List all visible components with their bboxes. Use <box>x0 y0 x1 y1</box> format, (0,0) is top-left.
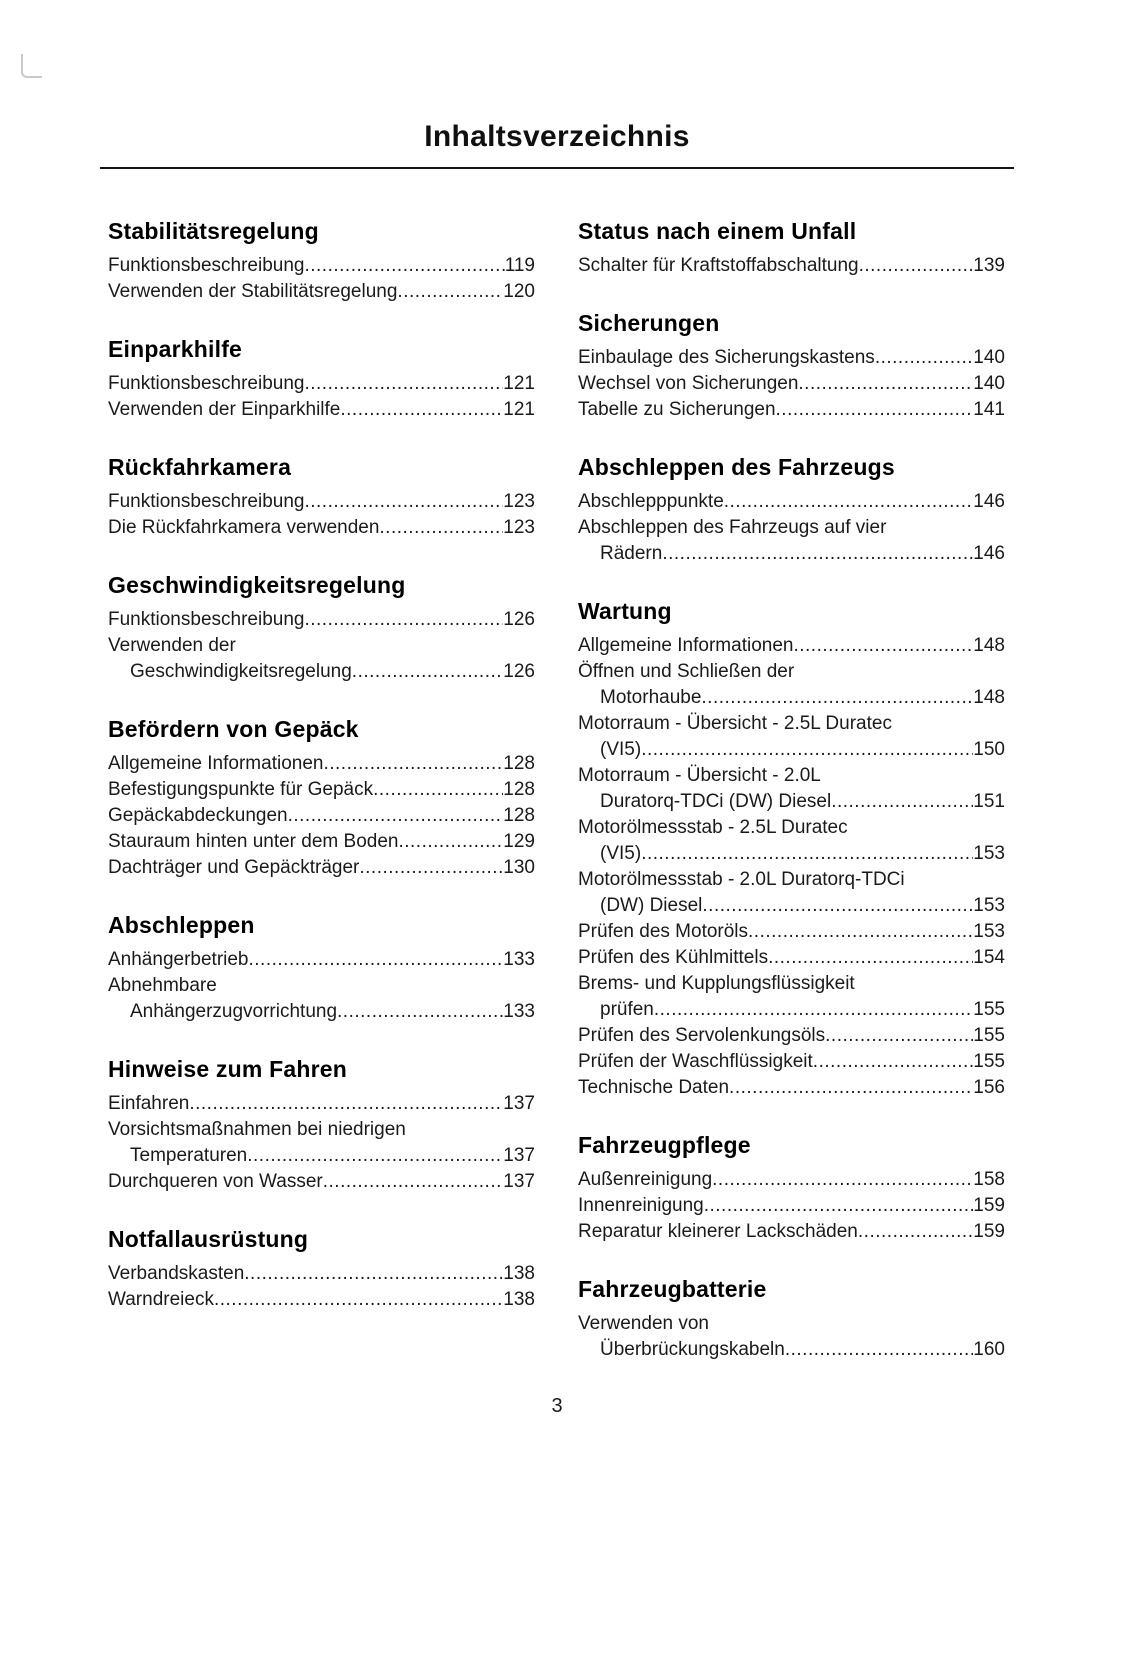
entry-page-number: 140 <box>973 347 1005 368</box>
dot-leader <box>373 777 503 803</box>
dot-leader <box>398 829 503 855</box>
entry-line <box>578 1049 1005 1075</box>
entry-label: Verwenden der Einparkhilfe <box>108 399 341 420</box>
entry-page-number: 153 <box>973 921 1005 942</box>
dot-leader <box>859 253 974 279</box>
entry-line <box>108 1169 535 1195</box>
section-heading: Stabilitätsregelung <box>108 218 319 244</box>
entry-page-number: 155 <box>973 1025 1005 1046</box>
toc-entry <box>578 1049 1005 1075</box>
entry-line <box>108 777 535 803</box>
dot-leader <box>858 1219 973 1245</box>
entry-label: Duratorq-TDCi (DW) Diesel <box>600 791 832 812</box>
toc-section <box>108 714 535 881</box>
dot-leader <box>214 1287 503 1313</box>
toc-entry <box>578 919 1005 945</box>
dot-leader <box>798 371 973 397</box>
dot-leader <box>704 1193 974 1219</box>
entry-line <box>108 855 535 881</box>
entry-text-line: Verwenden von <box>578 1313 709 1334</box>
entry-line <box>108 947 535 973</box>
entry-label: Dachträger und Gepäckträger <box>108 857 360 878</box>
toc-entry <box>578 867 1005 919</box>
dot-leader <box>352 659 504 685</box>
dot-leader <box>748 919 973 945</box>
section-heading: Status nach einem Unfall <box>578 218 857 244</box>
dot-leader <box>785 1337 973 1363</box>
entry-label: Reparatur kleinerer Lackschäden <box>578 1221 858 1242</box>
entry-line <box>108 607 535 633</box>
dot-leader <box>662 541 973 567</box>
section-heading: Abschleppen <box>108 912 255 938</box>
entry-page-number: 119 <box>504 255 535 276</box>
dot-leader <box>304 489 503 515</box>
toc-entry <box>578 763 1005 815</box>
toc-entry <box>578 711 1005 763</box>
toc-entry <box>108 803 535 829</box>
toc-entry <box>578 1193 1005 1219</box>
entry-text-line: Verwenden der <box>108 635 236 656</box>
toc-entry <box>578 253 1005 279</box>
toc-entry <box>108 633 535 685</box>
entry-page-number: 146 <box>973 543 1005 564</box>
entry-page-number: 133 <box>503 1001 535 1022</box>
entry-label: Prüfen des Kühlmittels <box>578 947 769 968</box>
toc-section <box>578 308 1005 423</box>
entry-page-number: 159 <box>973 1221 1005 1242</box>
dot-leader <box>244 1261 503 1287</box>
dot-leader <box>641 737 973 763</box>
entry-page-number: 155 <box>973 999 1005 1020</box>
toc-entry <box>578 397 1005 423</box>
entry-line <box>578 1167 1005 1193</box>
dot-leader <box>641 841 973 867</box>
entry-line <box>578 1337 1005 1363</box>
section-heading: Fahrzeugpflege <box>578 1132 751 1158</box>
entry-page-number: 123 <box>503 491 535 512</box>
entry-line <box>578 633 1005 659</box>
toc-entry <box>578 1023 1005 1049</box>
dot-leader <box>288 803 504 829</box>
entry-page-number: 120 <box>503 281 535 302</box>
dot-leader <box>359 855 503 881</box>
entry-label: Gepäckabdeckungen <box>108 805 288 826</box>
entry-label: Allgemeine Informationen <box>578 635 794 656</box>
entry-label: Allgemeine Informationen <box>108 753 324 774</box>
toc-entry <box>578 515 1005 567</box>
dot-leader <box>875 345 973 371</box>
dot-leader <box>304 607 503 633</box>
dot-leader <box>724 489 974 515</box>
entry-label: Überbrückungskabeln <box>600 1339 785 1360</box>
toc-entry <box>578 1075 1005 1101</box>
entry-page-number: 128 <box>503 805 535 826</box>
entry-line <box>578 1219 1005 1245</box>
section-heading: Sicherungen <box>578 310 720 336</box>
dot-leader <box>654 997 973 1023</box>
toc-section <box>578 596 1005 1101</box>
entry-line <box>578 1075 1005 1101</box>
dot-leader <box>304 253 504 279</box>
entry-page-number: 130 <box>503 857 535 878</box>
entry-label: prüfen <box>600 999 654 1020</box>
entry-text-line: Brems- und Kupplungsflüssigkeit <box>578 973 855 994</box>
toc-column-left <box>108 216 535 1342</box>
toc-column-right <box>578 216 1005 1392</box>
toc-entry <box>108 1261 535 1287</box>
crop-mark <box>21 54 42 78</box>
entry-line <box>108 1261 535 1287</box>
entry-line <box>108 515 535 541</box>
entry-line <box>108 1091 535 1117</box>
toc-entry <box>578 1311 1005 1363</box>
dot-leader <box>831 789 973 815</box>
entry-line <box>578 253 1005 279</box>
entry-line <box>578 737 1005 763</box>
toc-columns <box>108 216 1005 1392</box>
entry-page-number: 159 <box>973 1195 1005 1216</box>
entry-label: (DW) Diesel <box>600 895 703 916</box>
dot-leader <box>247 1143 503 1169</box>
entry-line <box>578 685 1005 711</box>
page-header <box>100 0 1014 169</box>
entry-label: Verwenden der Stabilitätsregelung <box>108 281 398 302</box>
entry-page-number: 153 <box>973 843 1005 864</box>
entry-label: Einbaulage des Sicherungskastens <box>578 347 875 368</box>
entry-page-number: 148 <box>973 687 1005 708</box>
dot-leader <box>702 893 973 919</box>
entry-page-number: 137 <box>503 1171 535 1192</box>
entry-page-number: 156 <box>973 1077 1005 1098</box>
entry-line <box>108 1143 535 1169</box>
entry-label: Stauraum hinten unter dem Boden <box>108 831 399 852</box>
entry-label: Einfahren <box>108 1093 190 1114</box>
entry-line <box>108 659 535 685</box>
dot-leader <box>813 1049 974 1075</box>
entry-page-number: 133 <box>503 949 535 970</box>
toc-entry <box>578 971 1005 1023</box>
entry-line <box>108 999 535 1025</box>
entry-text-line: Motorraum - Übersicht - 2.0L <box>578 765 821 786</box>
entry-label: Anhängerbetrieb <box>108 949 249 970</box>
dot-leader <box>776 397 974 423</box>
entry-line <box>578 841 1005 867</box>
entry-line <box>108 1287 535 1313</box>
entry-line <box>108 803 535 829</box>
dot-leader <box>189 1091 503 1117</box>
section-heading: Fahrzeugbatterie <box>578 1276 767 1302</box>
entry-label: Technische Daten <box>578 1077 730 1098</box>
toc-entry <box>578 815 1005 867</box>
toc-section <box>108 1224 535 1313</box>
entry-line <box>108 279 535 305</box>
section-heading: Geschwindigkeitsregelung <box>108 572 406 598</box>
dot-leader <box>793 633 973 659</box>
toc-entry <box>108 371 535 397</box>
toc-entry <box>108 1169 535 1195</box>
entry-label: Außenreinigung <box>578 1169 713 1190</box>
entry-label: Prüfen des Motoröls <box>578 921 749 942</box>
toc-entry <box>108 855 535 881</box>
entry-label: Prüfen der Waschflüssigkeit <box>578 1051 813 1072</box>
entry-label: Verbandskasten <box>108 1263 245 1284</box>
toc-entry <box>578 371 1005 397</box>
entry-page-number: 126 <box>503 661 535 682</box>
dot-leader <box>340 397 503 423</box>
entry-page-number: 146 <box>973 491 1005 512</box>
entry-text-line: Abschleppen des Fahrzeugs auf vier <box>578 517 887 538</box>
entry-text-line: Motorölmessstab - 2.5L Duratec <box>578 817 848 838</box>
toc-section <box>108 452 535 541</box>
entry-line <box>578 893 1005 919</box>
section-heading: Rückfahrkamera <box>108 454 292 480</box>
entry-page-number: 151 <box>973 791 1005 812</box>
toc-entry <box>578 345 1005 371</box>
entry-page-number: 154 <box>973 947 1005 968</box>
section-heading: Notfallausrüstung <box>108 1226 309 1252</box>
toc-entry <box>108 829 535 855</box>
entry-line <box>578 1193 1005 1219</box>
entry-label: Funktionsbeschreibung <box>108 491 305 512</box>
title-rule <box>100 167 1014 169</box>
toc-section <box>108 570 535 685</box>
section-heading: Einparkhilfe <box>108 336 243 362</box>
entry-label: Durchqueren von Wasser <box>108 1171 323 1192</box>
entry-label: Tabelle zu Sicherungen <box>578 399 776 420</box>
dot-leader <box>249 947 504 973</box>
toc-entry <box>578 633 1005 659</box>
entry-page-number: 128 <box>503 779 535 800</box>
toc-section <box>578 452 1005 567</box>
entry-page-number: 155 <box>973 1051 1005 1072</box>
toc-entry <box>108 973 535 1025</box>
entry-page-number: 138 <box>503 1289 535 1310</box>
toc-entry <box>108 947 535 973</box>
entry-label: Temperaturen <box>130 1145 248 1166</box>
entry-label: Funktionsbeschreibung <box>108 373 305 394</box>
dot-leader <box>701 685 973 711</box>
entry-page-number: 121 <box>503 399 535 420</box>
entry-label: Warndreieck <box>108 1289 214 1310</box>
dot-leader <box>768 945 973 971</box>
entry-page-number: 123 <box>503 517 535 538</box>
entry-page-number: 121 <box>503 373 535 394</box>
entry-text-line: Motorölmessstab - 2.0L Duratorq-TDCi <box>578 869 905 890</box>
entry-line <box>108 489 535 515</box>
entry-page-number: 158 <box>973 1169 1005 1190</box>
entry-line <box>108 253 535 279</box>
entry-line <box>108 371 535 397</box>
entry-text-line: Motorraum - Übersicht - 2.5L Duratec <box>578 713 892 734</box>
dot-leader <box>397 279 503 305</box>
entry-page-number: 139 <box>973 255 1005 276</box>
entry-label: Prüfen des Servolenkungsöls <box>578 1025 826 1046</box>
entry-label: Rädern <box>600 543 663 564</box>
toc-entry <box>108 253 535 279</box>
entry-line <box>578 997 1005 1023</box>
entry-label: Abschlepppunkte <box>578 491 724 512</box>
toc-entry <box>108 489 535 515</box>
dot-leader <box>712 1167 973 1193</box>
entry-line <box>578 397 1005 423</box>
toc-entry <box>108 1287 535 1313</box>
dot-leader <box>323 751 503 777</box>
section-heading: Befördern von Gepäck <box>108 716 359 742</box>
entry-page-number: 137 <box>503 1093 535 1114</box>
entry-label: Funktionsbeschreibung <box>108 255 305 276</box>
toc-entry <box>108 1117 535 1169</box>
toc-section <box>108 1054 535 1195</box>
toc-entry <box>108 1091 535 1117</box>
entry-label: Schalter für Kraftstoffabschaltung <box>578 255 859 276</box>
toc-entry <box>108 607 535 633</box>
toc-entry <box>578 1219 1005 1245</box>
dot-leader <box>304 371 503 397</box>
toc-section <box>578 1130 1005 1245</box>
entry-page-number: 138 <box>503 1263 535 1284</box>
entry-page-number: 140 <box>973 373 1005 394</box>
entry-text-line: Vorsichtsmaßnahmen bei niedrigen <box>108 1119 406 1140</box>
dot-leader <box>323 1169 504 1195</box>
toc-entry <box>108 397 535 423</box>
entry-page-number: 128 <box>503 753 535 774</box>
toc-section <box>108 216 535 305</box>
entry-line <box>108 751 535 777</box>
toc-entry <box>108 751 535 777</box>
entry-line <box>578 371 1005 397</box>
entry-label: (VI5) <box>600 843 642 864</box>
section-heading: Abschleppen des Fahrzeugs <box>578 454 895 480</box>
dot-leader <box>825 1023 973 1049</box>
toc-section <box>578 1274 1005 1363</box>
toc-entry <box>108 777 535 803</box>
entry-text-line: Abnehmbare <box>108 975 217 996</box>
entry-line <box>108 397 535 423</box>
entry-line <box>578 541 1005 567</box>
entry-line <box>578 345 1005 371</box>
entry-text-line: Öffnen und Schließen der <box>578 661 795 682</box>
toc-section <box>578 216 1005 279</box>
dot-leader <box>337 999 503 1025</box>
entry-label: Befestigungspunkte für Gepäck <box>108 779 374 800</box>
entry-label: Anhängerzugvorrichtung <box>130 1001 338 1022</box>
page-title: Inhaltsverzeichnis <box>424 120 690 153</box>
toc-section <box>108 910 535 1025</box>
entry-page-number: 148 <box>973 635 1005 656</box>
entry-page-number: 141 <box>973 399 1005 420</box>
entry-page-number: 150 <box>973 739 1005 760</box>
toc-section <box>108 334 535 423</box>
entry-line <box>578 489 1005 515</box>
entry-label: Die Rückfahrkamera verwenden <box>108 517 380 538</box>
toc-entry <box>578 489 1005 515</box>
entry-page-number: 137 <box>503 1145 535 1166</box>
entry-label: Funktionsbeschreibung <box>108 609 305 630</box>
toc-entry <box>578 659 1005 711</box>
toc-entry <box>108 515 535 541</box>
toc-entry <box>108 279 535 305</box>
entry-line <box>578 1023 1005 1049</box>
entry-label: Geschwindigkeitsregelung <box>130 661 352 682</box>
entry-label: Motorhaube <box>600 687 702 708</box>
dot-leader <box>729 1075 973 1101</box>
toc-entry <box>578 1167 1005 1193</box>
toc-entry <box>578 945 1005 971</box>
entry-page-number: 160 <box>973 1339 1005 1360</box>
entry-label: Innenreinigung <box>578 1195 704 1216</box>
entry-line <box>108 829 535 855</box>
entry-line <box>578 945 1005 971</box>
entry-line <box>578 789 1005 815</box>
page-number: 3 <box>551 1395 563 1417</box>
entry-page-number: 126 <box>503 609 535 630</box>
entry-label: Wechsel von Sicherungen <box>578 373 799 394</box>
section-heading: Wartung <box>578 598 672 624</box>
entry-line <box>578 919 1005 945</box>
entry-page-number: 153 <box>973 895 1005 916</box>
entry-label: (VI5) <box>600 739 642 760</box>
entry-page-number: 129 <box>503 831 535 852</box>
section-heading: Hinweise zum Fahren <box>108 1056 347 1082</box>
dot-leader <box>379 515 503 541</box>
